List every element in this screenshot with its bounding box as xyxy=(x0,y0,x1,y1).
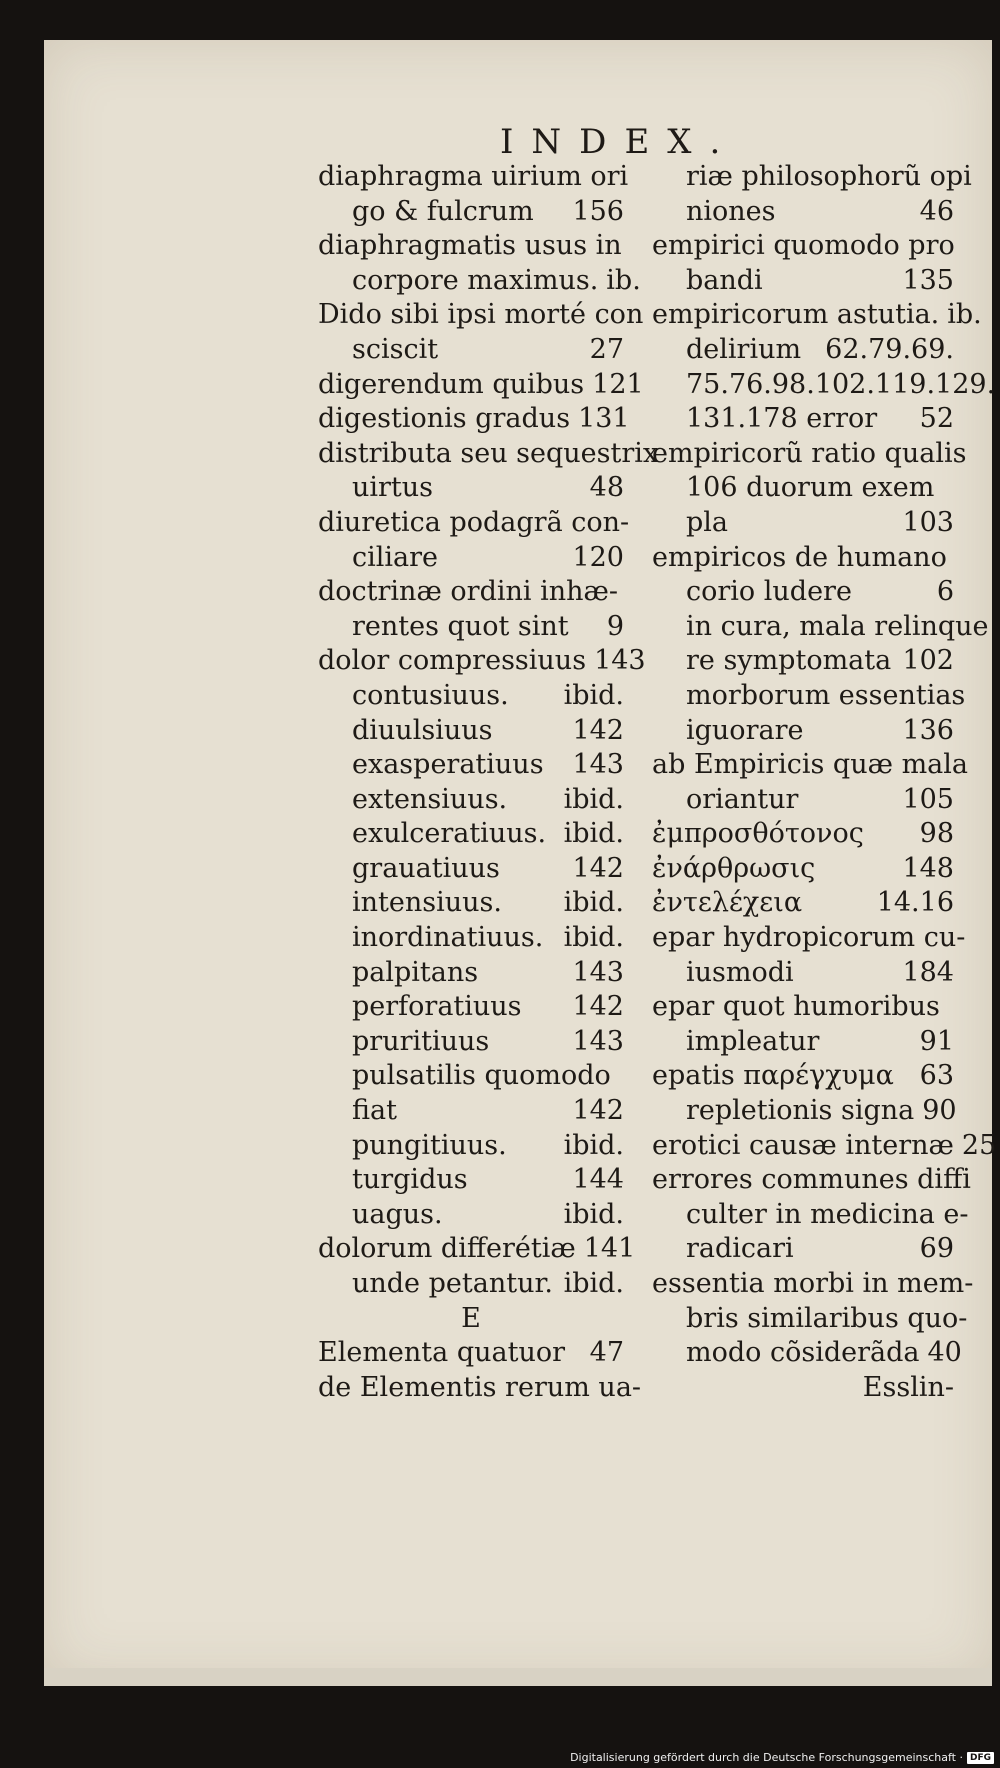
index-entry xyxy=(318,471,624,506)
entry-text: exasperatiuus xyxy=(352,749,544,781)
entry-page-ref: ib. xyxy=(947,299,982,331)
page-edge xyxy=(44,1668,992,1686)
entry-page-ref: 52 xyxy=(919,403,954,435)
index-entry xyxy=(318,1129,624,1164)
entry-page-ref: ibid. xyxy=(563,1198,624,1230)
entry-text: iguorare xyxy=(686,714,804,746)
entry-page-ref: 40 xyxy=(927,1337,962,1369)
index-entry xyxy=(652,575,954,610)
index-entry xyxy=(652,679,966,714)
index-entry xyxy=(318,1059,624,1094)
entry-text: diaphragma uirium ori xyxy=(318,161,629,192)
index-entry xyxy=(318,575,624,610)
entry-text: Elementa quatuor xyxy=(318,1337,565,1369)
index-entry xyxy=(652,886,954,921)
index-entry xyxy=(652,195,954,230)
entry-text: essentia morbi in mem- xyxy=(652,1268,974,1299)
entry-text: impleatur xyxy=(686,1025,820,1057)
index-entry xyxy=(318,402,630,437)
entry-text: doctrinæ ordini inhæ- xyxy=(318,576,619,608)
index-entry xyxy=(318,610,624,645)
entry-page-ref: 148 xyxy=(902,852,954,884)
entry-text: de Elementis rerum ua- xyxy=(318,1371,642,1403)
entry-text: exulceratiuus. xyxy=(352,818,547,850)
index-entry xyxy=(318,644,646,679)
entry-text: errores communes diffi xyxy=(652,1164,971,1196)
entry-text: uagus. xyxy=(352,1198,443,1230)
index-entry xyxy=(652,817,954,852)
entry-text: E xyxy=(461,1302,481,1334)
entry-page-ref: 91 xyxy=(919,1025,954,1057)
entry-text: bris similaribus quo- xyxy=(686,1302,968,1334)
index-entry xyxy=(318,817,624,852)
index-entry xyxy=(652,748,968,783)
entry-text: epatis παρέγχυμα xyxy=(652,1060,894,1092)
index-entry xyxy=(318,264,641,299)
entry-text: ciliare xyxy=(352,541,439,573)
index-entry xyxy=(652,1129,997,1164)
entry-page-ref: 25 xyxy=(961,1129,997,1161)
entry-page-ref: 143 xyxy=(594,645,646,677)
entry-text: 75.76.98.102.119.129. xyxy=(686,368,996,400)
entry-page-ref: 141 xyxy=(583,1233,636,1265)
entry-text: fiat xyxy=(352,1095,397,1127)
index-entry xyxy=(652,471,954,506)
index-entry xyxy=(318,679,624,714)
index-entry xyxy=(318,990,624,1025)
index-entry xyxy=(652,644,954,679)
index-entry xyxy=(318,1163,624,1198)
entry-text: sciscit xyxy=(352,333,439,365)
index-entry xyxy=(318,1302,624,1337)
entry-text: distributa seu sequestrix xyxy=(318,437,659,469)
entry-text: empiricorũ ratio qualis xyxy=(652,437,967,469)
entry-page-ref: 27 xyxy=(589,333,624,365)
entry-page-ref: 46 xyxy=(919,195,954,227)
entry-page-ref: ib. xyxy=(606,264,641,296)
entry-text: iusmodi xyxy=(686,956,794,988)
index-entry xyxy=(318,921,624,956)
index-entry xyxy=(318,783,624,818)
entry-text: culter in medicina e- xyxy=(686,1198,969,1230)
index-column-left xyxy=(318,160,659,1405)
index-entry xyxy=(318,437,659,472)
index-entry xyxy=(652,333,954,368)
entry-page-ref: ibid. xyxy=(563,783,624,815)
credit-text: Digitalisierung gefördert durch die Deutsche Forschungsgemeinschaft · xyxy=(570,1751,963,1764)
entry-text: re symptomata xyxy=(686,645,892,677)
entry-text: perforatiuus xyxy=(352,991,522,1023)
entry-text: repletionis signa xyxy=(686,1095,915,1127)
index-entry xyxy=(318,714,624,749)
index-entry xyxy=(318,333,624,368)
entry-text: empiricos de humano xyxy=(652,541,947,573)
entry-page-ref: 102 xyxy=(902,645,954,677)
entry-page-ref: ibid. xyxy=(563,1268,624,1299)
entry-text: ἐντελέχεια xyxy=(652,887,803,919)
entry-page-ref: ibid. xyxy=(563,887,624,919)
entry-page-ref: 120 xyxy=(572,541,624,573)
entry-text: morborum essentias xyxy=(686,679,966,711)
entry-text: riæ philosophorũ opi xyxy=(686,161,972,192)
index-entry xyxy=(318,1336,624,1371)
index-entry xyxy=(652,852,954,887)
entry-page-ref: 48 xyxy=(589,472,624,504)
entry-text: digerendum quibus xyxy=(318,368,585,400)
index-entry xyxy=(318,368,644,403)
index-entry xyxy=(652,229,954,264)
index-entry xyxy=(318,1198,624,1233)
entry-page-ref: ibid. xyxy=(563,818,624,850)
index-entry xyxy=(652,1371,954,1406)
entry-page-ref: 136 xyxy=(902,714,954,746)
index-entry xyxy=(318,956,624,991)
entry-text: Dido sibi ipsi morté con xyxy=(318,299,644,331)
entry-text: Esslin- xyxy=(862,1371,954,1403)
index-entry xyxy=(652,990,954,1025)
index-entry xyxy=(652,1025,954,1060)
index-entry xyxy=(652,368,996,403)
running-header: INDEX. xyxy=(500,122,739,162)
entry-text: diuretica podagrã con- xyxy=(318,506,630,538)
entry-page-ref: 156 xyxy=(572,195,624,227)
index-entry xyxy=(652,610,989,645)
index-entry xyxy=(652,921,966,956)
entry-page-ref: 121 xyxy=(592,368,644,400)
entry-text: epar quot humoribus xyxy=(652,991,940,1023)
entry-text: bandi xyxy=(686,264,763,296)
entry-text: grauatiuus xyxy=(352,852,500,884)
entry-page-ref: 90 xyxy=(922,1095,957,1127)
index-entry xyxy=(652,264,954,299)
entry-text: digestionis gradus xyxy=(318,403,571,435)
entry-text: dolorum differétiæ xyxy=(318,1233,576,1265)
dfg-logo: DFG xyxy=(967,1752,994,1764)
entry-text: unde petantur. xyxy=(352,1268,553,1299)
entry-page-ref: ibid. xyxy=(563,922,624,954)
index-entry xyxy=(652,1198,969,1233)
index-entry xyxy=(652,1094,957,1129)
index-entry xyxy=(318,195,624,230)
entry-text: go & fulcrum xyxy=(352,195,534,227)
entry-page-ref: 9 xyxy=(606,610,624,642)
entry-page-ref: 69 xyxy=(919,1233,954,1265)
entry-page-ref: 144 xyxy=(572,1164,624,1196)
entry-text: modo cõsiderãda xyxy=(686,1337,920,1369)
entry-text: dolor compressiuus xyxy=(318,645,587,677)
index-entry xyxy=(652,1302,968,1337)
index-entry xyxy=(318,298,644,333)
entry-text: 106 duorum exem xyxy=(686,472,935,504)
entry-page-ref: 63 xyxy=(919,1060,954,1092)
entry-text: extensiuus. xyxy=(352,783,508,815)
index-entry xyxy=(318,229,624,264)
entry-page-ref: 143 xyxy=(572,956,624,988)
entry-text: radicari xyxy=(686,1233,794,1265)
entry-text: intensiuus. xyxy=(352,887,502,919)
index-entry xyxy=(318,1232,636,1267)
entry-text: empirici quomodo pro xyxy=(652,230,955,262)
entry-text: niones xyxy=(686,195,776,227)
entry-text: inordinatiuus. xyxy=(352,922,544,954)
entry-page-ref: 105 xyxy=(902,783,954,815)
index-entry xyxy=(652,1267,974,1302)
entry-text: contusiuus. xyxy=(352,679,509,711)
entry-page-ref: 131 xyxy=(578,403,630,435)
entry-text: pla xyxy=(686,506,729,538)
index-entry xyxy=(652,956,954,991)
index-entry xyxy=(652,1232,954,1267)
entry-page-ref: ibid. xyxy=(563,679,624,711)
index-entry xyxy=(652,714,954,749)
index-entry xyxy=(652,437,967,472)
entry-text: palpitans xyxy=(352,956,479,988)
entry-text: corio ludere xyxy=(686,576,852,608)
index-entry xyxy=(652,783,954,818)
entry-text: pulsatilis quomodo xyxy=(352,1060,611,1092)
entry-text: oriantur xyxy=(686,783,799,815)
index-entry xyxy=(652,402,954,437)
index-entry xyxy=(318,1371,642,1406)
entry-page-ref: 98 xyxy=(919,818,954,850)
entry-text: ab Empiricis quæ mala xyxy=(652,749,968,781)
entry-page-ref: 47 xyxy=(589,1337,624,1369)
entry-text: ἐνάρθρωσις xyxy=(652,852,816,884)
index-entry xyxy=(318,506,630,541)
entry-page-ref: 135 xyxy=(902,264,954,296)
entry-page-ref: 142 xyxy=(572,714,624,746)
entry-page-ref: 142 xyxy=(572,1095,624,1127)
index-entry xyxy=(318,541,624,576)
entry-page-ref: 184 xyxy=(902,956,954,988)
entry-text: 131.178 error xyxy=(686,403,878,435)
index-entry xyxy=(318,886,624,921)
index-entry xyxy=(318,1267,624,1302)
entry-text: epar hydropicorum cu- xyxy=(652,922,966,954)
entry-text: diaphragmatis usus in xyxy=(318,230,622,262)
index-entry xyxy=(318,1025,624,1060)
entry-page-ref: 142 xyxy=(572,991,624,1023)
entry-text: diuulsiuus xyxy=(352,714,493,746)
entry-page-ref: 14.16 xyxy=(876,887,954,919)
index-entry xyxy=(652,1336,962,1371)
entry-page-ref: 62.79.69. xyxy=(825,333,954,365)
entry-text: uirtus xyxy=(352,472,434,504)
index-entry xyxy=(318,852,624,887)
entry-text: ἐμπροσθότονος xyxy=(652,818,864,850)
entry-text: delirium xyxy=(686,333,802,365)
entry-text: turgidus xyxy=(352,1164,468,1196)
index-entry xyxy=(318,1094,624,1129)
index-entry xyxy=(652,1163,971,1198)
entry-text: corpore maximus. xyxy=(352,264,599,296)
index-entry xyxy=(652,506,954,541)
entry-text: empiricorum astutia. xyxy=(652,299,940,331)
entry-text: erotici causæ internæ xyxy=(652,1129,954,1161)
entry-text: pruritiuus xyxy=(352,1025,490,1057)
index-entry xyxy=(652,541,954,576)
index-entry xyxy=(318,748,624,783)
index-column-right xyxy=(652,160,997,1405)
digitization-credit xyxy=(570,1751,994,1764)
entry-page-ref: ibid. xyxy=(563,1129,624,1161)
entry-page-ref: 143 xyxy=(572,749,624,781)
entry-text: pungitiuus. xyxy=(352,1129,507,1161)
entry-page-ref: 103 xyxy=(902,506,954,538)
index-entry xyxy=(652,1059,954,1094)
index-entry xyxy=(652,160,972,195)
entry-text: in cura, mala relinque xyxy=(686,610,989,642)
entry-page-ref: 143 xyxy=(572,1025,624,1057)
entry-page-ref: 6 xyxy=(936,576,954,608)
index-entry xyxy=(652,298,982,333)
entry-text: rentes quot sint xyxy=(352,610,569,642)
entry-page-ref: 142 xyxy=(572,852,624,884)
index-entry xyxy=(318,160,629,195)
